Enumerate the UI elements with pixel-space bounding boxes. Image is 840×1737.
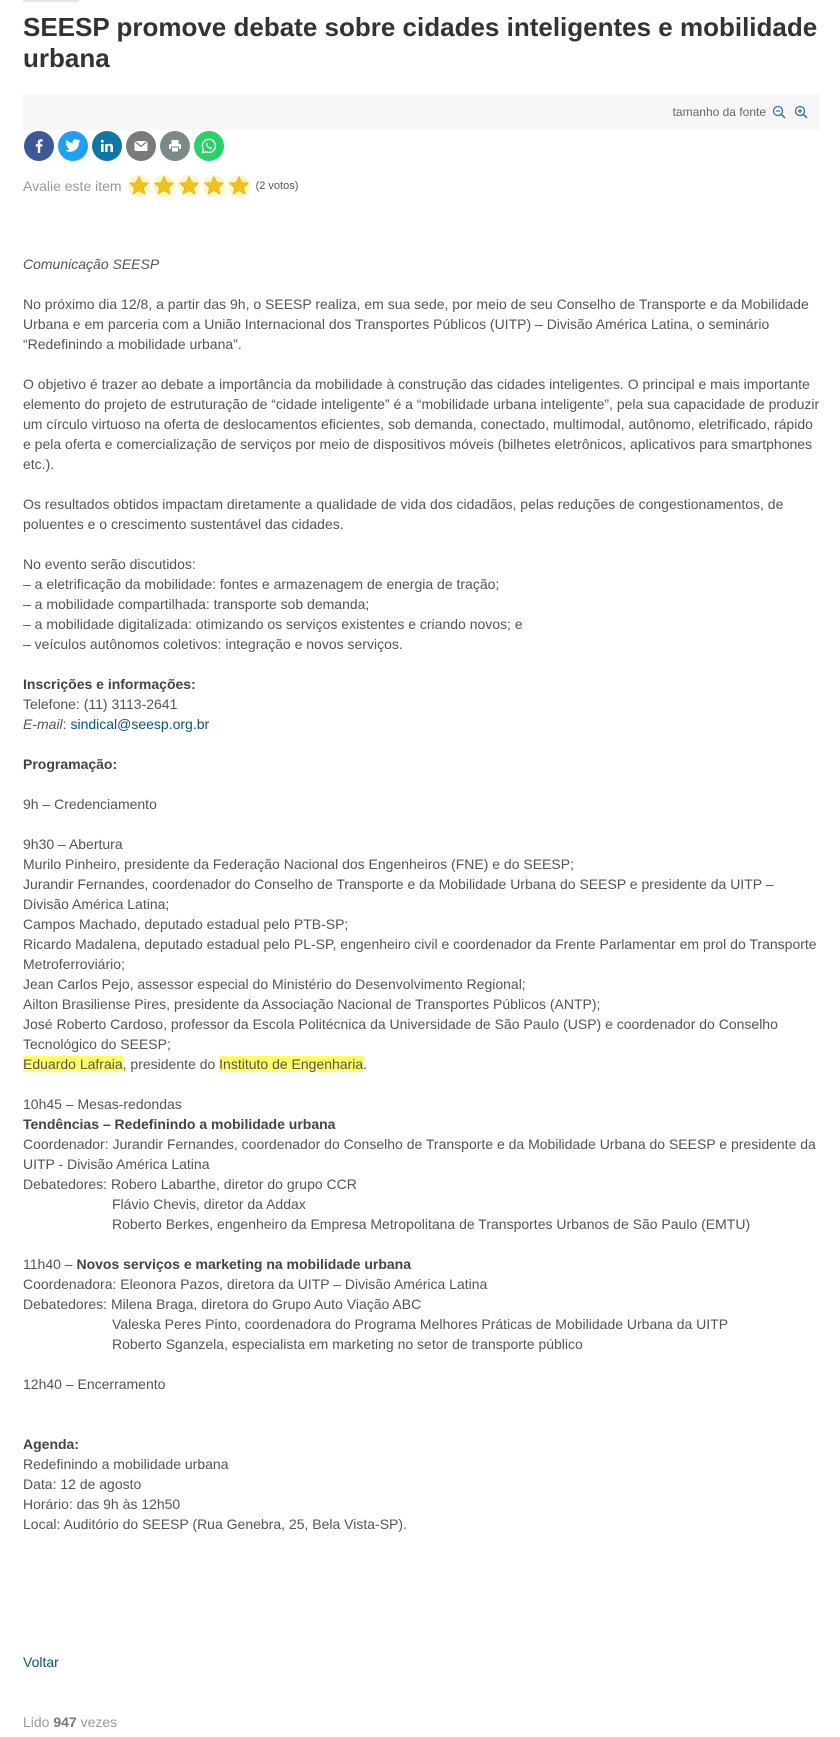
mesa1-title: Tendências – Redefinindo a mobilidade urbana <box>23 1116 336 1132</box>
highlight-eduardo: Eduardo Lafraia <box>23 1056 123 1072</box>
star-icon[interactable] <box>127 174 151 198</box>
font-size-label: tamanho da fonte <box>672 105 766 119</box>
star-icon[interactable] <box>202 174 226 198</box>
agenda-item: Redefinindo a mobilidade urbana <box>23 1456 229 1472</box>
speaker-item: Jurandir Fernandes, coordenador do Conselho de Transporte e da Mobilidade Urbana do SEESP e presidente da UITP – Divisão América Latina; <box>23 876 774 912</box>
speaker-item: Murilo Pinheiro, presidente da Federação Nacional dos Engenheiros (FNE) e do SEESP; <box>23 856 574 872</box>
paragraph-results: Os resultados obtidos impactam diretamente a qualidade de vida dos cidadãos, pelas reduções de congestionamentos, de poluentes e o crescimento sustentável das cidades. <box>23 496 784 532</box>
abertura-block <box>23 834 820 1074</box>
speaker-item: José Roberto Cardoso, professor da Escola Politécnica da Universidade de São Paulo (USP) e coordenador do Conselho Tecnológico do SEESP; <box>23 1016 778 1052</box>
eduardo-mid: , presidente do <box>122 1056 220 1072</box>
top-divider <box>23 0 79 2</box>
read-count <box>23 1712 117 1732</box>
debater-item: Valeska Peres Pinto, coordenadora do Programa Melhores Práticas de Mobilidade Urbana da UITP <box>112 1316 729 1332</box>
speaker-item: Campos Machado, deputado estadual pelo PTB-SP; <box>23 916 349 932</box>
mesa2-time: 11h40 – <box>23 1256 77 1272</box>
agenda-block <box>23 1434 820 1534</box>
highlight-instituto: Instituto de Engenharia <box>219 1056 364 1072</box>
star-icon[interactable] <box>227 174 251 198</box>
mesa1-block <box>23 1094 820 1234</box>
agenda-item: Local: Auditório do SEESP (Rua Genebra, 25, Bela Vista-SP). <box>23 1516 407 1532</box>
inscricoes-title: Inscrições e informações: <box>23 676 196 692</box>
share-buttons <box>24 131 224 161</box>
mesa2-coordinator: Coordenadora: Eleonora Pazos, diretora da UITP – Divisão América Latina <box>23 1276 488 1292</box>
zoom-in-icon[interactable] <box>792 104 810 120</box>
agenda-item: Horário: das 9h às 12h50 <box>23 1496 181 1512</box>
mesa2-debaters: Debatedores: Milena Braga, diretora do Grupo Auto Viação ABC <box>23 1296 422 1312</box>
linkedin-icon[interactable] <box>92 131 122 161</box>
debater-item: Roberto Sganzela, especialista em marketing no setor de transporte público <box>112 1336 583 1352</box>
topic-item: – a mobilidade digitalizada: otimizando os serviços existentes e criando novos; e <box>23 616 523 632</box>
facebook-icon[interactable] <box>24 131 54 161</box>
zoom-out-icon[interactable] <box>770 104 788 120</box>
mesa1-debaters: Debatedores: Robero Labarthe, diretor do grupo CCR <box>23 1176 357 1192</box>
paragraph-intro: No próximo dia 12/8, a partir das 9h, o SEESP realiza, em sua sede, por meio de seu Conselho de Transporte e da Mobilidade Urbana e em parceria com a União Internacional dos Transportes Públicos (UITP) – Divisão América Latina, o seminário “Redefinindo a mobilidade urbana”. <box>23 296 809 352</box>
article-title: SEESP promove debate sobre cidades inteligentes e mobilidade urbana <box>23 12 818 73</box>
read-count-suffix: vezes <box>80 1714 118 1730</box>
rating-stars <box>127 174 251 198</box>
mesas-time: 10h45 – Mesas-redondas <box>23 1096 182 1112</box>
topics-block <box>23 554 820 654</box>
mesa2-block <box>23 1254 820 1354</box>
topic-item: – a mobilidade compartilhada: transporte sob demanda; <box>23 596 370 612</box>
telefone: Telefone: (11) 3113-2641 <box>23 696 178 712</box>
speaker-item: Jean Carlos Pejo, assessor especial do Ministério do Desenvolvimento Regional; <box>23 976 526 992</box>
topic-item: – veículos autônomos coletivos: integração e novos serviços. <box>23 636 403 652</box>
mesa2-title: Novos serviços e marketing na mobilidade urbana <box>76 1256 412 1272</box>
agenda-item: Data: 12 de agosto <box>23 1476 142 1492</box>
abertura-time: 9h30 – Abertura <box>23 836 123 852</box>
debater-item: Flávio Chevis, diretor da Addax <box>112 1196 306 1212</box>
debater-item: Roberto Berkes, engenheiro da Empresa Metropolitana de Transportes Urbanos de São Paulo (EMTU) <box>112 1216 751 1232</box>
read-count-prefix: Lido <box>23 1714 50 1730</box>
star-icon[interactable] <box>152 174 176 198</box>
contact-block <box>23 674 820 734</box>
topics-intro: No evento serão discutidos: <box>23 556 196 572</box>
star-icon[interactable] <box>177 174 201 198</box>
read-count-number: 947 <box>53 1714 77 1730</box>
whatsapp-icon[interactable] <box>194 131 224 161</box>
rating-widget <box>23 174 298 198</box>
article-toolbar <box>23 94 820 130</box>
email-icon[interactable] <box>126 131 156 161</box>
programacao-title-block <box>23 754 820 774</box>
rating-votes: (2 votos) <box>255 180 299 192</box>
mesa1-coordinator: Coordenador: Jurandir Fernandes, coordenador do Conselho de Transporte e da Mobilidade Urbana do SEESP e presidente da UITP - Divisão América Latina <box>23 1136 816 1172</box>
article-body <box>23 254 820 1554</box>
eduardo-end: . <box>363 1056 368 1072</box>
twitter-icon[interactable] <box>58 131 88 161</box>
print-icon[interactable] <box>160 131 190 161</box>
email-link[interactable]: sindical@seesp.org.br <box>70 716 210 732</box>
email-separator: : <box>62 716 71 732</box>
credenciamento: 9h – Credenciamento <box>23 796 157 812</box>
rating-label: Avalie este item <box>23 178 122 194</box>
paragraph-objective: O objetivo é trazer ao debate a importância da mobilidade à construção das cidades inteligentes. O principal e mais importante elemento do projeto de estruturação de “cidade inteligente” é a “mobilidade urbana inteligente”, pela sua capacidade de produzir um círculo virtuoso na oferta de deslocamentos eficientes, sob demanda, conectado, multimodal, autônomo, eletrificado, rápido e pela oferta e comercialização de serviços por meio de dispositivos móveis (bilhetes eletrônicos, aplicativos para smartphones etc.). <box>23 376 820 472</box>
font-size-control <box>673 104 810 120</box>
email-label: E-mail <box>23 716 63 732</box>
voltar-link[interactable]: Voltar <box>23 1654 59 1670</box>
topic-item: – a eletrificação da mobilidade: fontes e armazenagem de energia de tração; <box>23 576 500 592</box>
byline: Comunicação SEESP <box>23 256 160 272</box>
encerramento: 12h40 – Encerramento <box>23 1376 166 1392</box>
programacao-title: Programação: <box>23 756 118 772</box>
agenda-title: Agenda: <box>23 1436 79 1452</box>
speaker-item: Ailton Brasiliense Pires, presidente da Associação Nacional de Transportes Públicos (ANTP); <box>23 996 601 1012</box>
speaker-item: Ricardo Madalena, deputado estadual pelo PL-SP, engenheiro civil e coordenador da Frente Parlamentar em prol do Transporte Metroferroviário; <box>23 936 817 972</box>
